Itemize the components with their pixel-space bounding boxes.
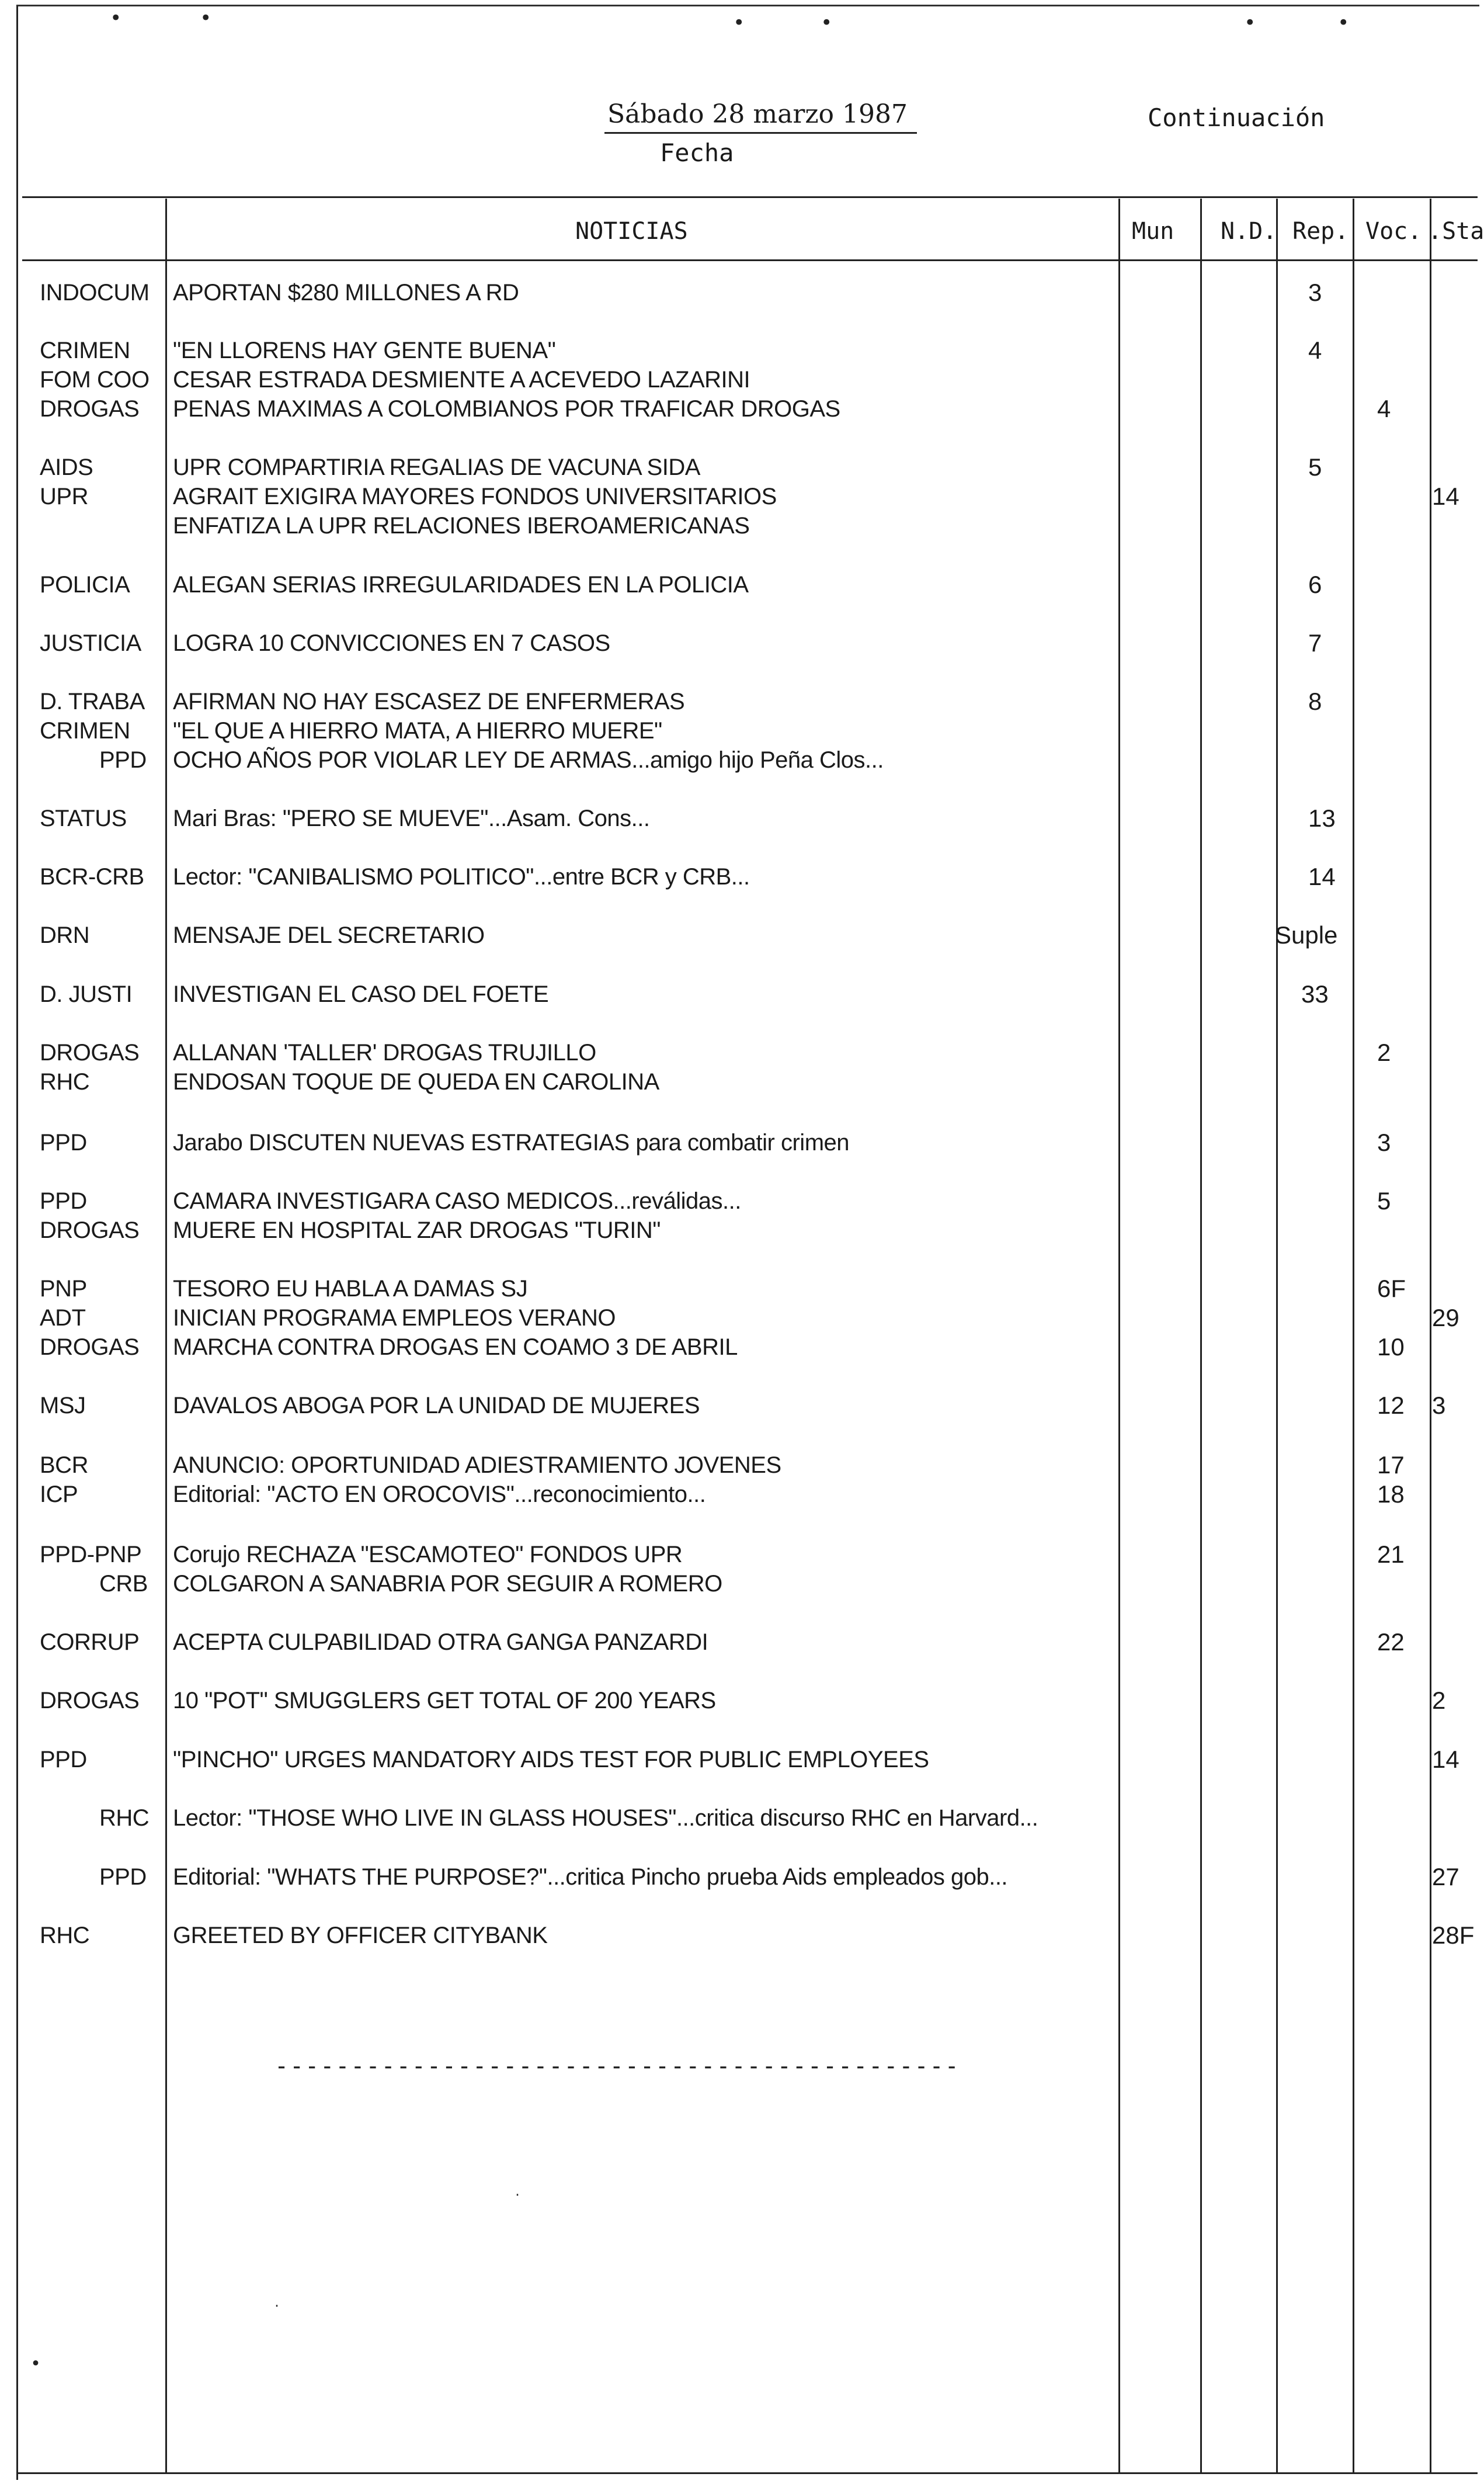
table-row (0, 745, 1478, 775)
row-category: PPD (40, 1188, 87, 1214)
row-headline: MENSAJE DEL SECRETARIO (173, 922, 485, 948)
table-row (0, 862, 1478, 891)
row-voc-page: 18 (1377, 1480, 1405, 1508)
row-category: PPD (40, 1130, 87, 1156)
row-category: DRN (40, 922, 90, 948)
end-separator: --------------------------------------------- (274, 2053, 960, 2080)
row-category: DROGAS (40, 1217, 140, 1243)
table-row (0, 336, 1478, 365)
scan-mark: • (1337, 11, 1350, 34)
table-row (0, 1540, 1478, 1569)
row-headline: "EN LLORENS HAY GENTE BUENA" (173, 338, 556, 363)
table-row (0, 1216, 1478, 1245)
table-top-rule (22, 196, 1478, 198)
row-rep-page: 7 (1308, 629, 1322, 657)
table-row (0, 1628, 1478, 1657)
row-category: ADT (40, 1305, 86, 1331)
row-category: MSJ (40, 1393, 86, 1418)
row-category: RHC (40, 1923, 90, 1948)
table-row (0, 1686, 1478, 1715)
column-header-voc: Voc. (1365, 218, 1422, 245)
row-sta-page: 3 (1432, 1392, 1446, 1419)
row-headline: INVESTIGAN EL CASO DEL FOETE (173, 981, 549, 1007)
row-headline: Jarabo DISCUTEN NUEVAS ESTRATEGIAS para combatir crimen (173, 1130, 850, 1156)
row-headline: 10 "POT" SMUGGLERS GET TOTAL OF 200 YEARS (173, 1688, 716, 1713)
table-row (0, 1128, 1478, 1157)
row-voc-page: 12 (1377, 1392, 1405, 1419)
row-category: ICP (40, 1482, 78, 1507)
row-category: D. TRABA (40, 689, 145, 714)
row-voc-page: 4 (1377, 395, 1391, 422)
row-category: FOM COO (40, 367, 150, 393)
table-row (0, 482, 1478, 511)
row-headline: "PINCHO" URGES MANDATORY AIDS TEST FOR PUBLIC EMPLOYEES (173, 1747, 929, 1772)
table-row (0, 1067, 1478, 1097)
row-headline: ALLANAN 'TALLER' DROGAS TRUJILLO (173, 1040, 596, 1066)
row-category: DROGAS (40, 1040, 140, 1066)
row-headline: TESORO EU HABLA A DAMAS SJ (173, 1276, 528, 1302)
table-row (0, 1303, 1478, 1333)
row-rep-page: 5 (1308, 453, 1322, 481)
row-rep-page: 14 (1308, 863, 1336, 890)
row-voc-page: 10 (1377, 1333, 1405, 1361)
column-header-sta: .Sta (1428, 218, 1484, 245)
row-headline: COLGARON A SANABRIA POR SEGUIR A ROMERO (173, 1571, 722, 1597)
row-rep-page: 4 (1308, 336, 1322, 364)
row-headline: ENDOSAN TOQUE DE QUEDA EN CAROLINA (173, 1069, 659, 1095)
scan-mark: • (1244, 11, 1256, 34)
row-voc-page: 3 (1377, 1129, 1391, 1156)
table-row (0, 1333, 1478, 1362)
row-headline: AGRAIT EXIGIRA MAYORES FONDOS UNIVERSITARIOS (173, 484, 777, 509)
row-voc-page: 5 (1377, 1187, 1391, 1215)
row-headline: OCHO AÑOS POR VIOLAR LEY DE ARMAS...amigo hijo Peña Clos... (173, 747, 884, 773)
scan-mark: • (733, 11, 745, 34)
table-row (0, 1480, 1478, 1509)
row-headline: ANUNCIO: OPORTUNIDAD ADIESTRAMIENTO JOVENES (173, 1452, 781, 1478)
row-sta-page: 27 (1432, 1863, 1459, 1890)
table-row (0, 629, 1478, 658)
row-category: INDOCUM (40, 280, 150, 306)
table-row (0, 804, 1478, 833)
table-row (0, 980, 1478, 1009)
row-voc-page: 6F (1377, 1275, 1406, 1302)
table-row (0, 511, 1478, 540)
row-category: DROGAS (40, 396, 140, 422)
table-row (0, 716, 1478, 745)
row-category: UPR (40, 484, 88, 509)
row-headline: Corujo RECHAZA "ESCAMOTEO" FONDOS UPR (173, 1542, 683, 1567)
header-date-underline (604, 132, 917, 134)
row-voc-page: 2 (1377, 1039, 1391, 1066)
row-headline: ALEGAN SERIAS IRREGULARIDADES EN LA POLICIA (173, 572, 749, 598)
table-row (0, 1038, 1478, 1067)
table-row (0, 1745, 1478, 1774)
column-header-mun: Mun (1132, 218, 1174, 245)
table-header-rule (22, 259, 1478, 261)
row-category: PPD-PNP (40, 1542, 142, 1567)
row-headline: ACEPTA CULPABILIDAD OTRA GANGA PANZARDI (173, 1629, 708, 1655)
scan-mark: • (821, 11, 833, 34)
table-row (0, 453, 1478, 482)
row-category: CRIMEN (40, 338, 130, 363)
table-row (0, 1391, 1478, 1420)
row-category: CRB (99, 1571, 148, 1597)
row-rep-page: 33 (1301, 980, 1329, 1008)
column-header-noticias: NOTICIAS (575, 218, 688, 245)
row-category: PPD (99, 747, 147, 773)
row-headline: CAMARA INVESTIGARA CASO MEDICOS...reválidas... (173, 1188, 741, 1214)
row-rep-page: 13 (1308, 804, 1336, 832)
table-row (0, 1862, 1478, 1892)
row-headline: CESAR ESTRADA DESMIENTE A ACEVEDO LAZARINI (173, 367, 750, 393)
row-category: BCR (40, 1452, 88, 1478)
row-voc-page: 21 (1377, 1541, 1405, 1568)
row-headline: "EL QUE A HIERRO MATA, A HIERRO MUERE" (173, 718, 662, 744)
table-row (0, 921, 1478, 950)
row-sta-page: 29 (1432, 1304, 1459, 1331)
row-headline: Mari Bras: "PERO SE MUEVE"...Asam. Cons... (173, 806, 650, 831)
row-category: RHC (40, 1069, 90, 1095)
header-fecha-label: Fecha (660, 138, 734, 167)
row-headline: DAVALOS ABOGA POR LA UNIDAD DE MUJERES (173, 1393, 700, 1418)
row-headline: AFIRMAN NO HAY ESCASEZ DE ENFERMERAS (173, 689, 685, 714)
row-rep-page: 8 (1308, 688, 1322, 715)
row-category: CORRUP (40, 1629, 140, 1655)
table-row (0, 1451, 1478, 1480)
table-row (0, 1569, 1478, 1598)
scan-speck: • (30, 2354, 41, 2374)
row-sta-page: 2 (1432, 1687, 1446, 1714)
row-voc-page: 17 (1377, 1451, 1405, 1479)
row-rep-page: Suple (1275, 921, 1338, 949)
table-row (0, 570, 1478, 599)
table-row (0, 1187, 1478, 1216)
scan-speck: · (514, 2188, 522, 2202)
row-sta-page: 28F (1432, 1921, 1475, 1949)
row-category: STATUS (40, 806, 127, 831)
row-headline: UPR COMPARTIRIA REGALIAS DE VACUNA SIDA (173, 455, 700, 480)
row-category: JUSTICIA (40, 630, 141, 656)
table-row (0, 1803, 1478, 1833)
row-category: DROGAS (40, 1688, 140, 1713)
row-headline: Editorial: "ACTO EN OROCOVIS"...reconocimiento... (173, 1482, 706, 1507)
row-category: BCR-CRB (40, 864, 144, 890)
row-category: PPD (40, 1747, 87, 1772)
row-rep-page: 3 (1308, 279, 1322, 306)
table-row (0, 394, 1478, 424)
scan-mark: • (110, 6, 122, 30)
row-headline: LOGRA 10 CONVICCIONES EN 7 CASOS (173, 630, 610, 656)
table-row (0, 278, 1478, 307)
row-headline: APORTAN $280 MILLONES A RD (173, 280, 519, 306)
row-headline: Editorial: "WHATS THE PURPOSE?"...critica Pincho prueba Aids empleados gob... (173, 1864, 1008, 1890)
row-category: PNP (40, 1276, 87, 1302)
row-headline: MUERE EN HOSPITAL ZAR DROGAS "TURIN" (173, 1217, 661, 1243)
table-bottom-rule (16, 2472, 1478, 2474)
row-sta-page: 14 (1432, 1746, 1459, 1773)
header-continuacion-label: Continuación (1148, 103, 1325, 132)
row-category: D. JUSTI (40, 981, 133, 1007)
row-category: POLICIA (40, 572, 130, 598)
scan-speck: · (273, 2299, 281, 2313)
row-category: CRIMEN (40, 718, 130, 744)
row-headline: INICIAN PROGRAMA EMPLEOS VERANO (173, 1305, 616, 1331)
header-date: Sábado 28 marzo 1987 (607, 99, 908, 129)
row-voc-page: 22 (1377, 1628, 1405, 1656)
column-header-rep: Rep. (1292, 218, 1349, 245)
column-header-nd: N.D. (1221, 218, 1277, 245)
row-headline: MARCHA CONTRA DROGAS EN COAMO 3 DE ABRIL (173, 1334, 738, 1360)
row-category: AIDS (40, 455, 93, 480)
table-row (0, 1274, 1478, 1303)
row-headline: Lector: "CANIBALISMO POLITICO"...entre BCR y CRB... (173, 864, 750, 890)
row-headline: Lector: "THOSE WHO LIVE IN GLASS HOUSES"...critica discurso RHC en Harvard... (173, 1805, 1038, 1831)
table-row (0, 1921, 1478, 1950)
row-headline: ENFATIZA LA UPR RELACIONES IBEROAMERICANAS (173, 513, 750, 539)
row-sta-page: 14 (1432, 483, 1459, 510)
row-category: RHC (99, 1805, 150, 1831)
row-headline: PENAS MAXIMAS A COLOMBIANOS POR TRAFICAR DROGAS (173, 396, 840, 422)
row-category: PPD (99, 1864, 147, 1890)
scan-mark: • (200, 6, 212, 30)
row-rep-page: 6 (1308, 571, 1322, 598)
row-category: DROGAS (40, 1334, 140, 1360)
table-row (0, 365, 1478, 394)
table-row (0, 687, 1478, 716)
row-headline: GREETED BY OFFICER CITYBANK (173, 1923, 548, 1948)
